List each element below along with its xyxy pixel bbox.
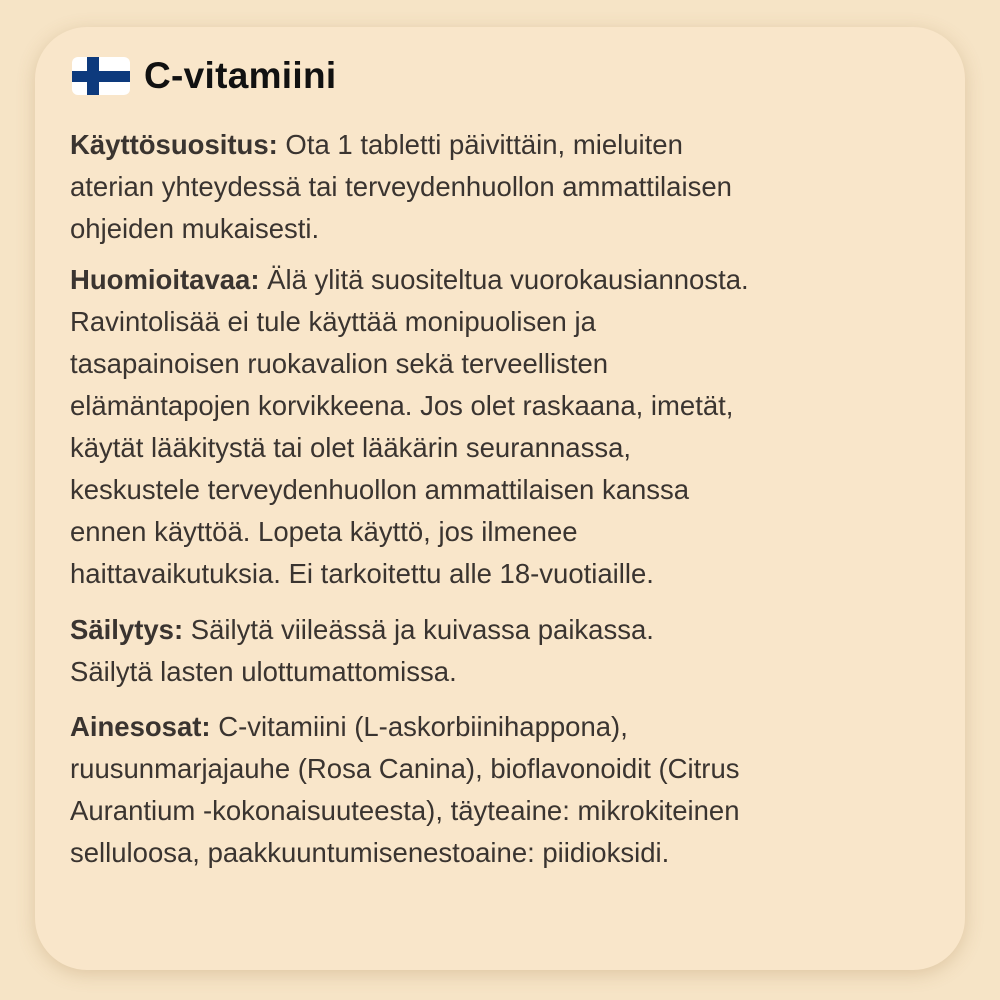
- text-line: ruusunmarjajauhe (Rosa Canina), bioflavonoidit (Citrus: [70, 753, 740, 784]
- text-line: Säilytä lasten ulottumattomissa.: [70, 656, 457, 687]
- header: [72, 55, 336, 97]
- text-line: Aurantium -kokonaisuuteesta), täyteaine: mikrokiteinen: [70, 795, 740, 826]
- section-label: Käyttösuositus:: [70, 129, 278, 160]
- text-line: ennen käyttöä. Lopeta käyttö, jos ilmenee: [70, 516, 578, 547]
- section-label: Säilytys:: [70, 614, 184, 645]
- text-line: elämäntapojen korvikkeena. Jos olet raskaana, imetät,: [70, 390, 734, 421]
- text-line: Ravintolisää ei tule käyttää monipuolisen ja: [70, 306, 596, 337]
- section-usage: [70, 124, 732, 250]
- text-line: C-vitamiini (L-askorbiinihappona),: [210, 711, 628, 742]
- finland-flag-icon: [72, 57, 130, 95]
- page-title: C-vitamiini: [144, 55, 337, 96]
- section-ingredients: [70, 706, 740, 874]
- text-line: Säilytä viileässä ja kuivassa paikassa.: [183, 614, 654, 645]
- text-line: selluloosa, paakkuuntumisenestoaine: piidioksidi.: [70, 837, 670, 868]
- section-storage: [70, 609, 654, 693]
- text-line: Ota 1 tabletti päivittäin, mieluiten: [277, 129, 683, 160]
- section-warnings: [70, 259, 749, 595]
- text-line: keskustele terveydenhuollon ammattilaisen kanssa: [70, 474, 690, 505]
- text-line: Älä ylitä suositeltua vuorokausiannosta.: [259, 264, 749, 295]
- section-label: Ainesosat:: [70, 711, 211, 742]
- section-label: Huomioitavaa:: [70, 264, 260, 295]
- text-line: ohjeiden mukaisesti.: [70, 213, 320, 244]
- text-line: haittavaikutuksia. Ei tarkoitettu alle 18-vuotiaille.: [70, 558, 654, 589]
- text-line: aterian yhteydessä tai terveydenhuollon ammattilaisen: [70, 171, 732, 202]
- text-line: käytät lääkitystä tai olet lääkärin seurannassa,: [70, 432, 631, 463]
- text-line: tasapainoisen ruokavalion sekä terveellisten: [70, 348, 609, 379]
